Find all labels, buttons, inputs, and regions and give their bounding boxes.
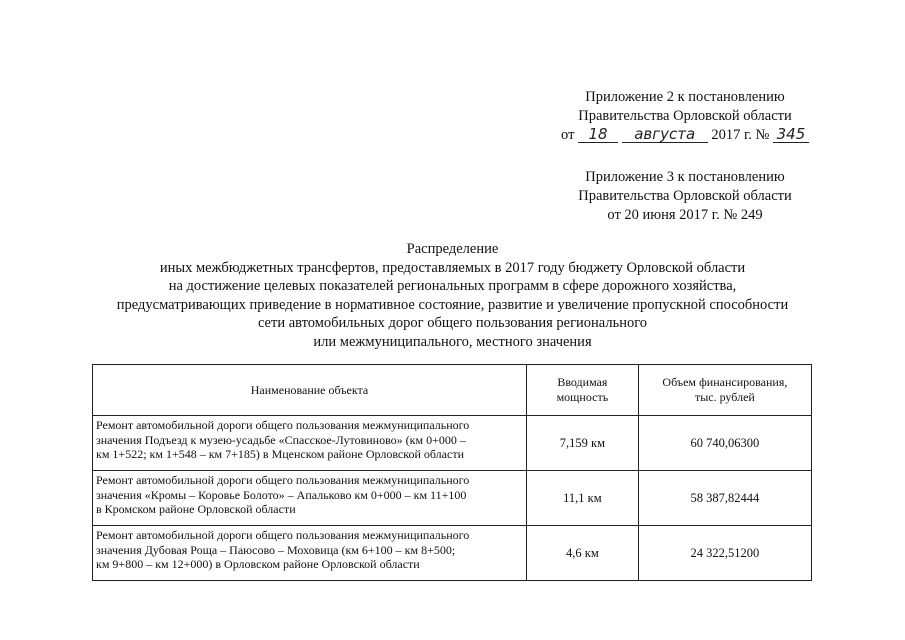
row-object-name [93, 526, 527, 581]
title-line3: на достижение целевых показателей региональных программ в сфере дорожного хозяйства, [168, 278, 737, 295]
distribution-table [92, 364, 812, 581]
table-header-row [93, 365, 812, 416]
header-funding-line2: тыс. рублей [694, 390, 755, 404]
row-object-name [93, 416, 527, 471]
table-row [93, 526, 812, 581]
title-line4: предусматривающих приведение в нормативное состояние, развитие и увеличение пропускной способности [116, 296, 789, 313]
handwritten-number: 345 [773, 126, 809, 143]
header-capacity-line1: Вводимая [557, 375, 608, 389]
header-funding-line1: Объем финансирования, [662, 375, 788, 389]
row-funding: 60 740,06300 [638, 416, 811, 471]
row-funding: 58 387,82444 [638, 471, 811, 526]
row-name-line: значения Подъезд к музею-усадьбе «Спасское-Лутовиново» (км 0+000 – [96, 432, 466, 447]
appendix-2-line1: Приложение 2 к постановлению [585, 89, 785, 105]
row-capacity: 7,159 км [527, 416, 639, 471]
title-line2: иных межбюджетных трансфертов, предоставляемых в 2017 году бюджету Орловской области [159, 259, 746, 276]
header-capacity [527, 365, 639, 416]
header-funding [638, 365, 811, 416]
appendix-2-year: 2017 г. № [711, 127, 770, 143]
row-name-line: км 9+800 – км 12+000) в Орловском районе Орловской области [96, 557, 420, 571]
row-name-line: Ремонт автомобильной дороги общего пользования межмуниципального [96, 473, 470, 487]
row-funding: 24 322,51200 [638, 526, 811, 581]
appendix-2-line2: Правительства Орловской области [578, 108, 792, 124]
row-name-line: значения Дубовая Роща – Паюсово – Моховица (км 6+100 – км 8+500; [96, 542, 456, 557]
appendix-3-line1: Приложение 3 к постановлению [585, 169, 785, 185]
row-name-line: Ремонт автомобильной дороги общего пользования межмуниципального [96, 528, 470, 542]
row-name-line: в Кромском районе Орловской области [96, 502, 296, 516]
table-row [93, 416, 812, 471]
row-name-line: значения «Кромы – Коровье Болото» – Апальково км 0+000 – км 11+100 [96, 487, 467, 502]
appendix-3-header [540, 168, 830, 225]
table-row [93, 471, 812, 526]
appendix-2-from: от [561, 127, 575, 143]
handwritten-day: 18 [578, 126, 618, 143]
appendix-2-date-line [540, 126, 830, 145]
title-line5: сети автомобильных дорог общего пользования регионального [257, 315, 648, 332]
row-name-line: км 1+522; км 1+548 – км 7+185) в Мценском районе Орловской области [96, 447, 464, 461]
appendix-2-header [540, 88, 830, 145]
header-object-name: Наименование объекта [93, 365, 527, 416]
appendix-3-line2: Правительства Орловской области [578, 188, 792, 204]
appendix-3-line3: от 20 июня 2017 г. № 249 [607, 207, 763, 223]
header-capacity-line2: мощность [556, 390, 609, 404]
title-line1: Распределение [406, 241, 499, 257]
row-name-line: Ремонт автомобильной дороги общего пользования межмуниципального [96, 418, 470, 432]
document-title [60, 240, 845, 352]
title-line6: или межмуниципального, местного значения [313, 333, 592, 350]
handwritten-month: августа [622, 126, 708, 143]
row-capacity: 11,1 км [527, 471, 639, 526]
row-capacity: 4,6 км [527, 526, 639, 581]
row-object-name [93, 471, 527, 526]
